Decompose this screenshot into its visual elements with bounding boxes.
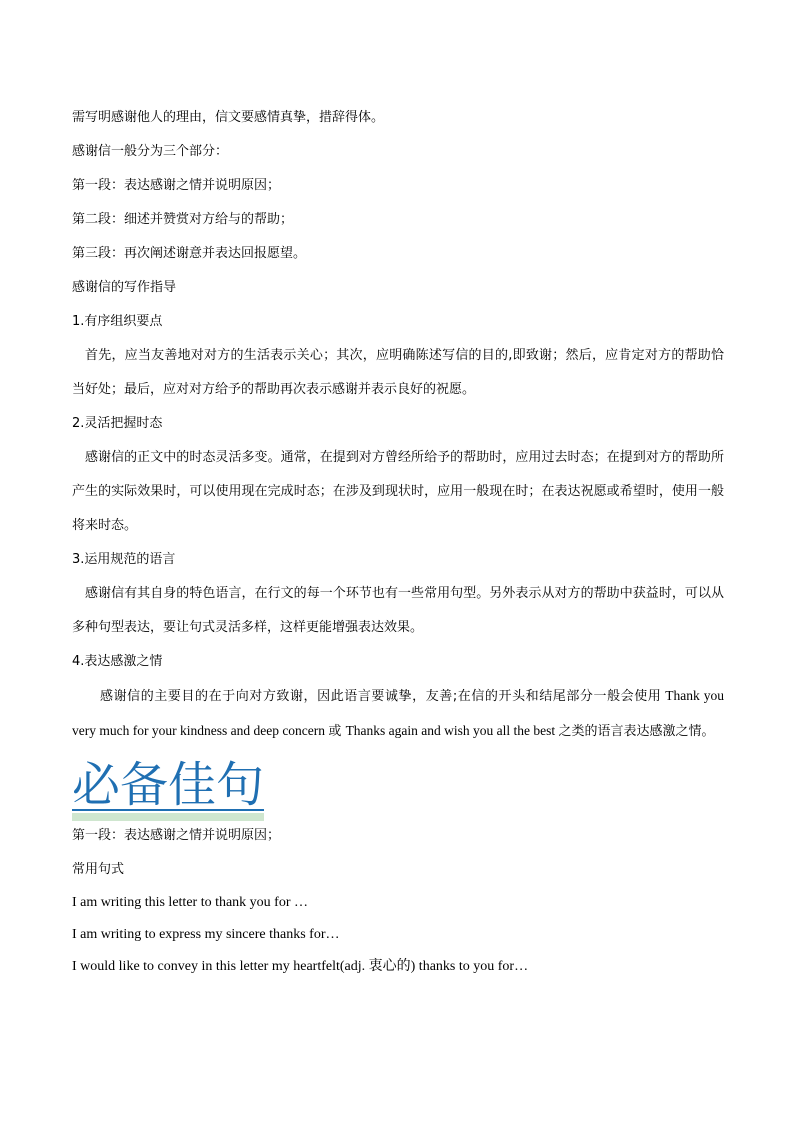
sentence-2: I am writing to express my sincere thanks for…: [72, 927, 340, 942]
section-4-body: [72, 679, 724, 749]
section-4-text-b: 或: [328, 724, 346, 739]
big-heading: [72, 757, 264, 817]
guide-title: 感谢信的写作指导: [72, 280, 177, 295]
section-1-body: 首先，应当友善地对对方的生活表示关心；其次，应明确陈述写信的目的,即致谢；然后，应肯定对方的帮助恰当好处；最后，应对对方给予的帮助再次表示感谢并表示良好的祝愿。: [72, 348, 724, 397]
section-1-title: 1.有序组织要点: [72, 314, 163, 329]
section-4-title: 4.表达感激之情: [72, 654, 163, 669]
intro-line: 需写明感谢他人的理由，信文要感情真挚，措辞得体。: [72, 110, 385, 125]
sentence-3: I would like to convey in this letter my heartfelt(adj. 衷心的) thanks to you for…: [72, 959, 529, 974]
part-1-line: 第一段：表达感谢之情并说明原因；: [72, 178, 281, 193]
common-patterns-title: 常用句式: [72, 862, 125, 877]
section-4-english-2: Thanks again and wish you all the best: [345, 723, 559, 738]
section-2-body: 感谢信的正文中的时态灵活多变。通常，在提到对方曾经所给予的帮助时，应用过去时态；在提到对方的帮助所产生的实际效果时，可以使用现在完成时态；在涉及到现状时，应用一般现在时；在表达祝愿或希望时，使用一般将来时态。: [72, 450, 724, 533]
sentence-1: I am writing this letter to thank you for …: [72, 895, 309, 910]
section-4-english-1: Thank you very much for your kindness and deep concern: [72, 688, 724, 738]
section-3-title: 3.运用规范的语言: [72, 552, 176, 567]
section-3-body: 感谢信有其自身的特色语言，在行文的每一个环节也有一些常用句型。另外表示从对方的帮助中获益时，可以从多种句型表达，要让句式灵活多样，这样更能增强表达效果。: [72, 586, 724, 635]
heading-text: 必备佳句: [72, 757, 265, 813]
document-body: [72, 101, 724, 983]
heading-highlight: [72, 813, 264, 821]
parts-title: 感谢信一般分为三个部分：: [72, 144, 229, 159]
section-4-text-a: 感谢信的主要目的在于向对方致谢，因此语言要诚挚，友善;在信的开头和结尾部分一般会使用: [100, 689, 662, 704]
section-4-text-c: 之类的语言表达感激之情。: [558, 724, 715, 739]
part-3-line: 第三段：再次阐述谢意并表达回报愿望。: [72, 246, 307, 261]
sentences-part-1-title: 第一段：表达感谢之情并说明原因；: [72, 828, 281, 843]
part-2-line: 第二段：细述并赞赏对方给与的帮助；: [72, 212, 294, 227]
section-2-title: 2.灵活把握时态: [72, 416, 163, 431]
